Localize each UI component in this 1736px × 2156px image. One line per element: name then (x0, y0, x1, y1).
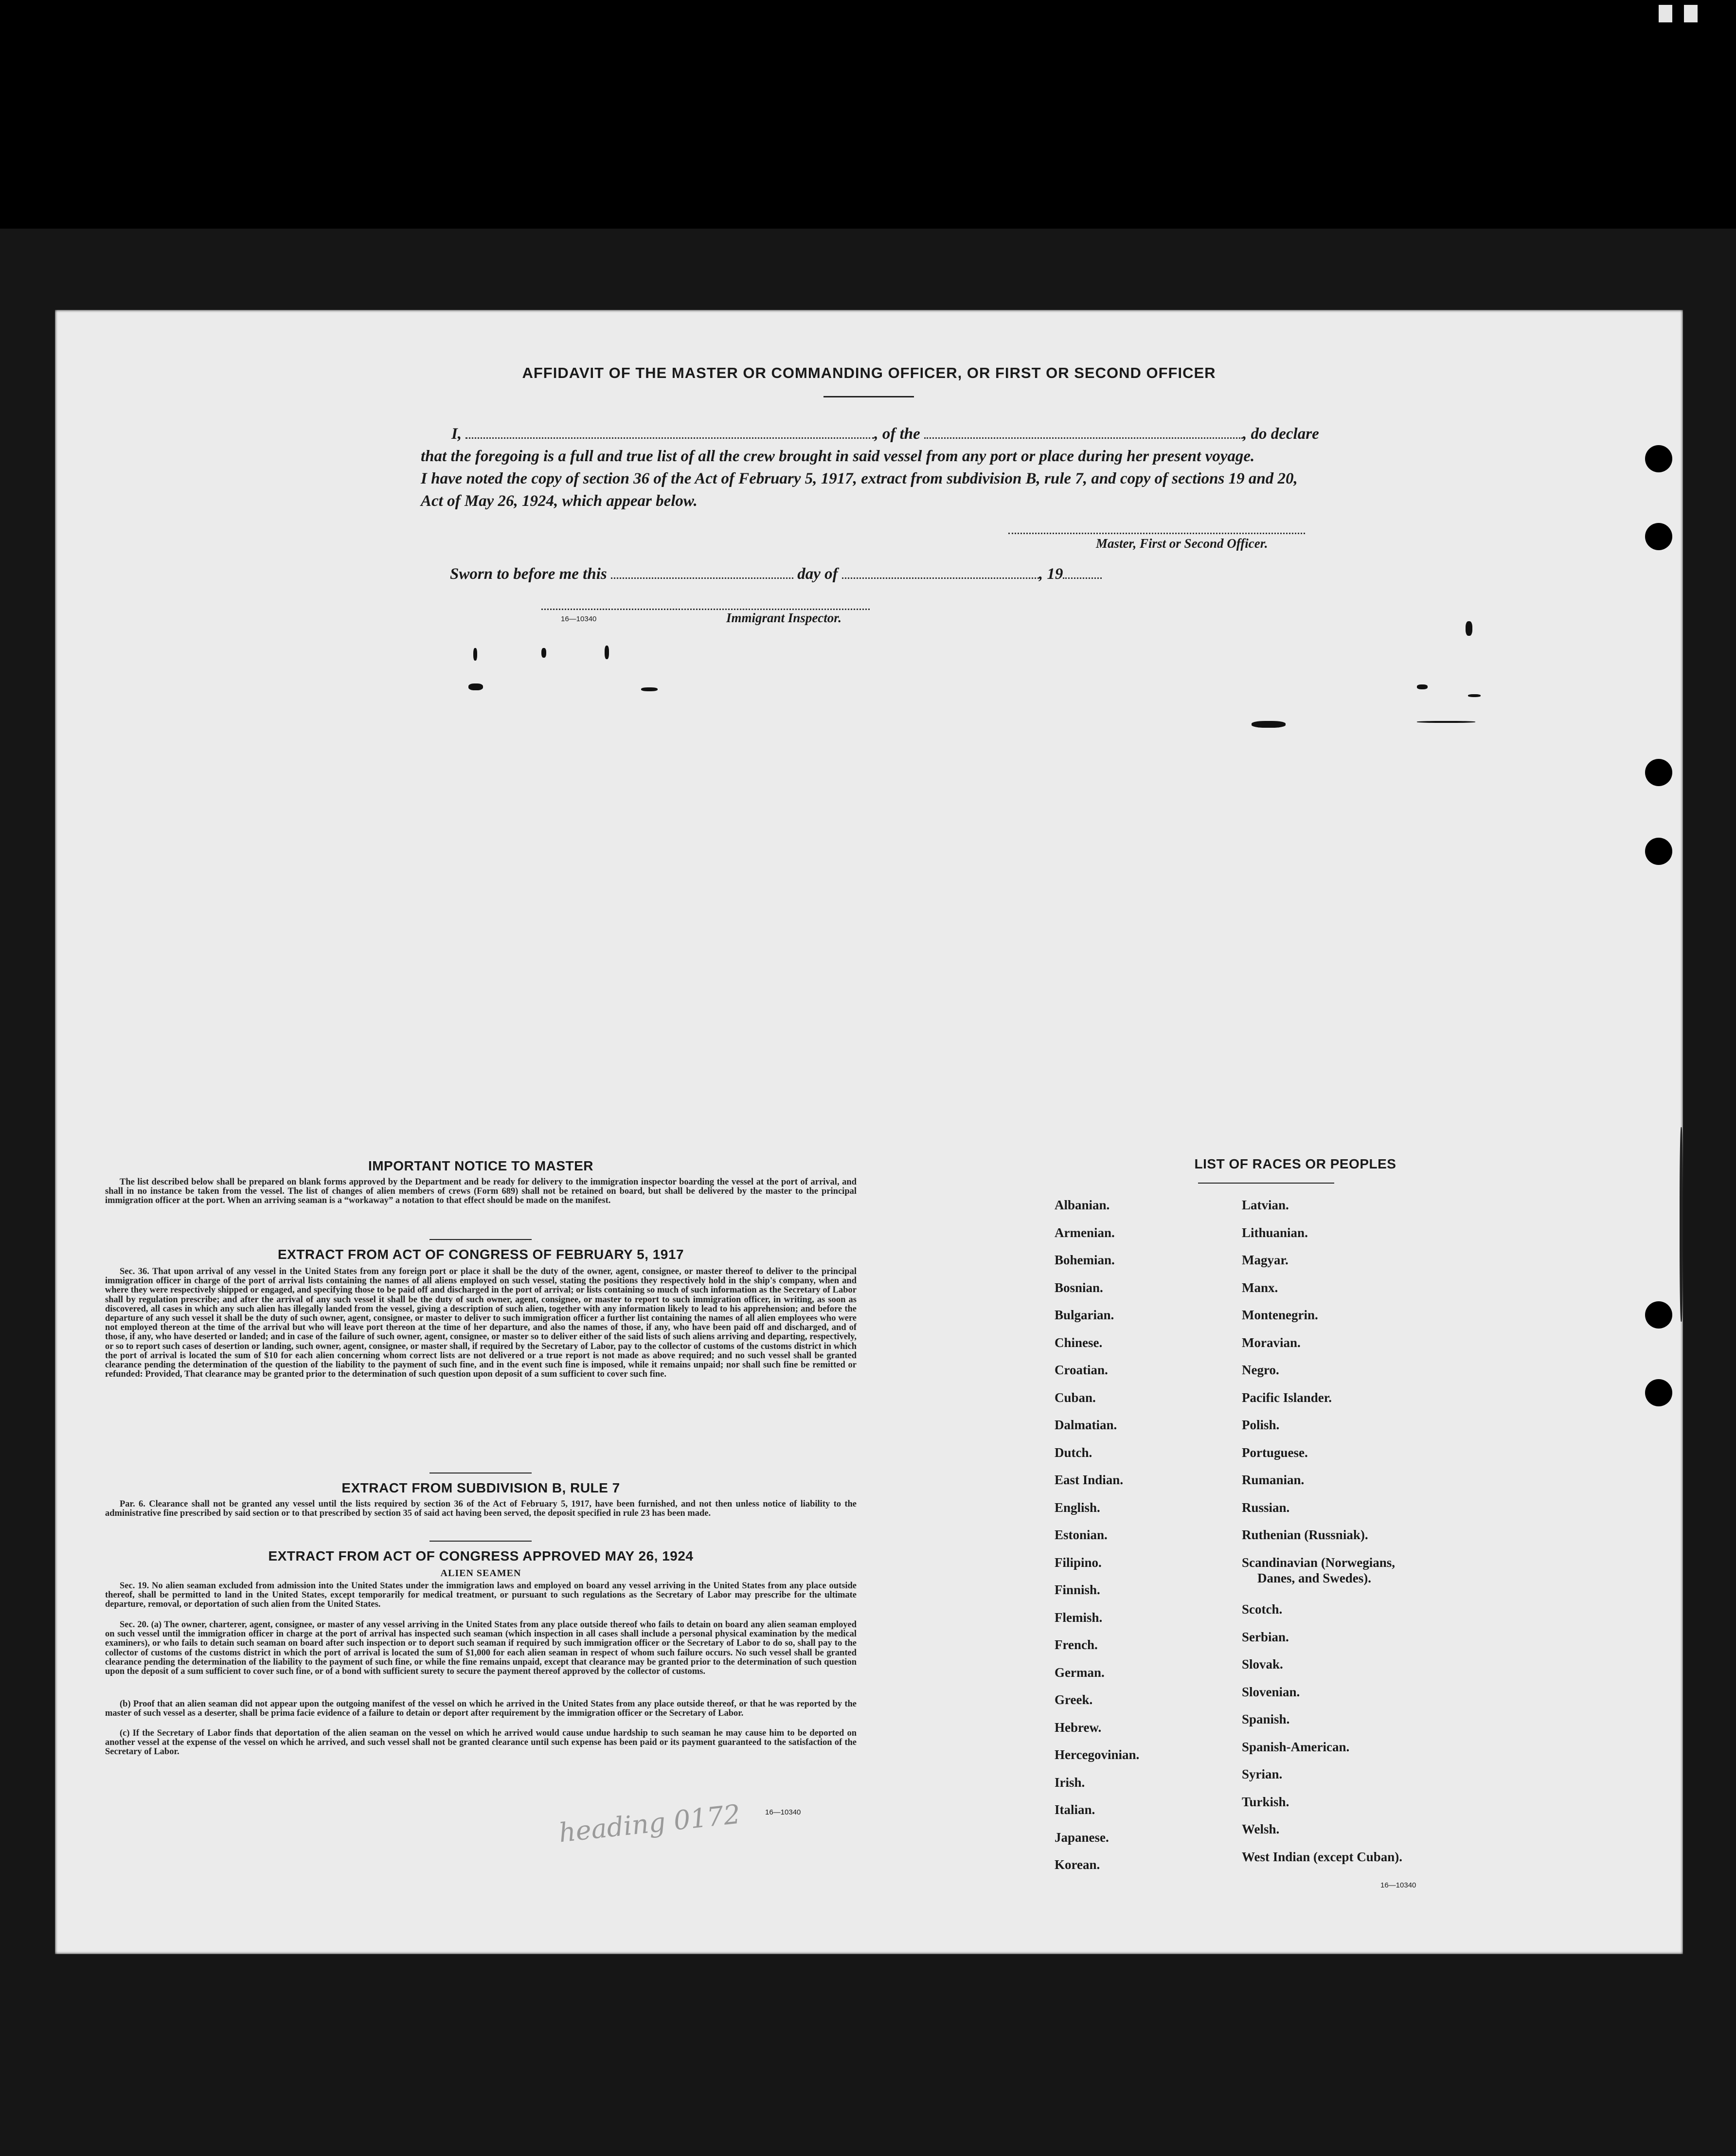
race-item: Slovenian. (1242, 1684, 1300, 1699)
page-edge-tear (1680, 1127, 1683, 1322)
affidavit-line-4: Act of May 26, 1924, which appear below. (421, 492, 698, 510)
name-blank (465, 425, 874, 439)
race-item: Welsh. (1242, 1822, 1280, 1836)
race-item: Turkish. (1242, 1794, 1289, 1809)
race-item: Danes, and Swedes). (1257, 1570, 1372, 1585)
sworn-line (450, 563, 1180, 585)
inspector-line (541, 609, 870, 610)
binding-hole (1645, 1379, 1672, 1406)
race-item: Latvian. (1242, 1198, 1289, 1212)
race-item: Ruthenian (Russniak). (1242, 1527, 1368, 1542)
year-blank (1063, 565, 1102, 579)
scan-speck (1466, 621, 1472, 636)
race-item: Hebrew. (1055, 1720, 1102, 1735)
race-item: Rumanian. (1242, 1473, 1305, 1487)
day-blank (611, 565, 793, 579)
race-item: Montenegrin. (1242, 1308, 1318, 1322)
race-item: Russian. (1242, 1500, 1290, 1515)
scan-speck (1417, 684, 1428, 689)
affidavit-line-3: I have noted the copy of section 36 of the Act of February 5, 1917, extract from subdivision B, rule 7, and copy of sections 19 and 20, (421, 470, 1298, 487)
viewer-control-2[interactable] (1684, 5, 1698, 22)
race-item: Chinese. (1055, 1335, 1103, 1350)
race-item: Flemish. (1055, 1610, 1103, 1625)
rule7-title: EXTRACT FROM SUBDIVISION B, RULE 7 (341, 1480, 620, 1495)
race-item: Greek. (1055, 1692, 1093, 1707)
day-of-label: day of (797, 565, 838, 583)
race-item: Portuguese. (1242, 1445, 1308, 1460)
sec20a-text: Sec. 20. (a) The owner, charterer, agent, consignee, or master of any vessel arriving in the United States from any place outside thereof who fails to detain on board any alien seaman employed on such vessel until the immigration officer in charge at the port of arrival has inspected such seaman (which inspection in all cases shall include a personal physical examination by the medical examiners), or who fails to detain such seaman on board after such inspection or to deport such seaman if required by such immigration officer or the Secretary of Labor to do so, shall pay to the collector of customs of the customs district in which the port of arrival is located the sum of $1,000 for each alien seaman in respect of whom such failure occurs. No such vessel shall be granted clearance pending the determination of the liability to the payment of such fine, or while the fine remains unpaid, except that clearance may be granted prior to the determination of such question upon the deposit of a sum sufficient to cover such fine, or of a bond with sufficient surety to secure the payment thereof approved by the collector of customs. (105, 1620, 857, 1677)
race-item: Pacific Islander. (1242, 1390, 1332, 1405)
scan-speck (473, 648, 477, 661)
notice-rule (430, 1239, 532, 1240)
affidavit-form-number: 16—10340 (561, 615, 597, 623)
race-item: German. (1055, 1665, 1105, 1680)
binding-hole (1645, 1301, 1672, 1329)
notice-text: The list described below shall be prepared on blank forms approved by the Department and be ready for delivery to the immigration inspector boarding the vessel at the port of arrival, and shall in no instance be taken from the vessel. The list of changes of alien members of crews (Form 689) shall not be retained on board, but shall be delivered by the master to the principal immigration officer at the port. When an arriving seaman is a “workaway” a notation to that effect should be made on the manifest. (105, 1177, 857, 1206)
race-item: English. (1055, 1500, 1100, 1515)
races-rule (1198, 1183, 1334, 1184)
race-item: Hercegovinian. (1055, 1747, 1140, 1762)
race-item: Dalmatian. (1055, 1418, 1117, 1432)
race-item: Moravian. (1242, 1335, 1301, 1350)
signature-caption: Master, First or Second Officer. (1096, 536, 1268, 551)
scan-speck (541, 648, 546, 658)
vessel-blank (924, 425, 1243, 439)
do-declare-label: , do declare (1243, 425, 1319, 443)
viewer-toolbar (0, 0, 1736, 229)
race-item: Finnish. (1055, 1582, 1100, 1597)
race-item: Bosnian. (1055, 1280, 1103, 1295)
sec20c-text: (c) If the Secretary of Labor finds that deportation of the alien seaman on the vessel on which he arrived would cause undue hardship to such seaman he may cause him to be deported on another vessel at the expense of the vessel on which he arrived, and such vessel shall not be granted clearance until such expense has been paid or its payment guaranteed to the satisfaction of the Secretary of Labor. (105, 1728, 857, 1757)
race-item: Serbian. (1242, 1629, 1289, 1644)
rule7-text: Par. 6. Clearance shall not be granted any vessel until the lists required by section 36 of the Act of February 5, 1917, have been furnished, and not then unless notice of liability to the administrative fine prescribed by said section or to that prescribed by section 35 of said act having been served, the deposit specified in rule 23 has been made. (105, 1499, 857, 1519)
scan-speck (605, 646, 609, 659)
month-blank (842, 565, 1039, 579)
of-the-label: , of the (874, 425, 920, 443)
race-item: Cuban. (1055, 1390, 1096, 1405)
race-item: West Indian (except Cuban). (1242, 1849, 1403, 1864)
races-title: LIST OF RACES OR PEOPLES (1194, 1156, 1396, 1171)
binding-hole (1645, 759, 1672, 786)
year-label: , 19 (1038, 565, 1063, 583)
sworn-label: Sworn to before me this (450, 565, 607, 583)
extract-1917-text: Sec. 36. That upon arrival of any vessel in the United States from any foreign port or place it shall be the duty of the owner, agent, consignee, or master thereof to deliver to the principal immigration officer in charge of the port of arrival lists containing the names of all aliens employed on such vessel, stating the positions they respectively hold in the ship's company, when and where they were respectively shipped or engaged, and specifying those to be paid off and discharged in the port of arrival; or lists containing so much of such information as the Secretary of Labor shall by regulation prescribe; and after the arrival of any such vessel it shall be the duty of such owner, agent, consignee, or master to report to such immigration officer, in writing, as soon as discovered, all cases in which any such alien has illegally landed from the vessel, giving a description of such alien, together with any information likely to lead to his apprehension; and before the departure of any such vessel it shall be the duty of such owner, agent, consignee, or master to deliver to such immigration officer a further list containing the names of all alien employees who were not employed thereon at the time of the arrival but who will leave port thereon at the time of her departure, and also the names of those, if any, who have been paid off and discharged, and of those, if any, who have deserted or landed; and in case of the failure of such owner, agent, consignee, or master so to deliver either of the said lists of such aliens arriving and departing, respectively, or so to report such cases of desertion or landing, such owner, agent, consignee, or master shall, if required by the Secretary of Labor, pay to the collector of customs of the customs district in which the port of arrival is located the sum of $10 for each alien concerning whom correct lists are not delivered or a true report is not made as above required; and no such vessel shall be granted clearance pending the determination of the question of the liability to the payment of such fine, and in the event such fine is imposed, while it remains unpaid; nor shall such fine be remitted or refunded: Provided, That clearance may be granted prior to the determination of such question upon deposit of a sum sufficient to cover such fine. (105, 1267, 857, 1380)
race-item: Filipino. (1055, 1555, 1102, 1570)
extract-1917-title: EXTRACT FROM ACT OF CONGRESS OF FEBRUARY 5, 1917 (277, 1247, 684, 1262)
race-item: Negro. (1242, 1363, 1279, 1377)
race-item: Syrian. (1242, 1767, 1283, 1781)
scan-speck (1468, 694, 1481, 697)
race-item: Korean. (1055, 1857, 1100, 1872)
extract-1924-title: EXTRACT FROM ACT OF CONGRESS APPROVED MAY 26, 1924 (268, 1548, 694, 1563)
race-item: Croatian. (1055, 1363, 1108, 1377)
scan-speck (1417, 721, 1475, 723)
extract-form-number: 16—10340 (765, 1808, 801, 1816)
binding-hole (1645, 445, 1672, 472)
notice-title: IMPORTANT NOTICE TO MASTER (368, 1158, 594, 1173)
race-item: Bulgarian. (1055, 1308, 1114, 1322)
binding-hole (1645, 838, 1672, 865)
race-item: Irish. (1055, 1775, 1085, 1790)
race-item: Scotch. (1242, 1602, 1283, 1617)
sec19-text: Sec. 19. No alien seaman excluded from admission into the United States under the immigration laws and employed on board any vessel arriving in the United States from any place outside thereof, shall be permitted to land in the United States, except temporarily for medical treatment, or pursuant to such regulations as the Secretary of Labor may prescribe for the ultimate departure, removal, or deportation of such alien from the United States. (105, 1581, 857, 1610)
race-item: Lithuanian. (1242, 1225, 1308, 1240)
rule7-rule (430, 1541, 532, 1542)
race-item: Estonian. (1055, 1527, 1108, 1542)
affidavit-title: AFFIDAVIT OF THE MASTER OR COMMANDING OFFICER, OR FIRST OR SECOND OFFICER (522, 364, 1216, 381)
i-label: I, (451, 425, 462, 443)
handwritten-annotation: heading 0172 (557, 1798, 742, 1849)
race-item: Magyar. (1242, 1253, 1289, 1267)
race-item: Scandinavian (Norwegians, (1242, 1555, 1396, 1570)
race-item: Polish. (1242, 1418, 1280, 1432)
scan-speck (1252, 721, 1286, 728)
race-item: Spanish-American. (1242, 1739, 1350, 1754)
races-form-number: 16—10340 (1380, 1881, 1416, 1889)
viewer-control-1[interactable] (1659, 5, 1672, 22)
race-item: Slovak. (1242, 1657, 1283, 1671)
race-item: Manx. (1242, 1280, 1278, 1295)
race-item: French. (1055, 1637, 1098, 1652)
affidavit-line-2: that the foregoing is a full and true list of all the crew brought in said vessel from any port or place during her present voyage. (421, 448, 1255, 465)
race-item: East Indian. (1055, 1473, 1124, 1487)
race-item: Dutch. (1055, 1445, 1092, 1460)
affidavit-line-1 (451, 423, 1385, 445)
inspector-caption: Immigrant Inspector. (726, 611, 842, 625)
race-item: Bohemian. (1055, 1253, 1115, 1267)
race-item: Armenian. (1055, 1225, 1115, 1240)
race-item: Italian. (1055, 1802, 1095, 1817)
sec20b-text: (b) Proof that an alien seaman did not appear upon the outgoing manifest of the vessel on which he arrived in the United States from any place outside thereof, or that he was reported by the master of such vessel as a deserter, shall be prima facie evidence of a failure to detain or deport after requirement by the immigration officer or the Secretary of Labor. (105, 1699, 857, 1719)
alien-seamen-subtitle: ALIEN SEAMEN (440, 1568, 521, 1579)
document-page (55, 310, 1683, 1954)
race-item: Spanish. (1242, 1712, 1290, 1726)
scan-speck (641, 687, 658, 691)
race-item: Albanian. (1055, 1198, 1110, 1212)
signature-line (1008, 533, 1305, 534)
race-item: Japanese. (1055, 1830, 1109, 1845)
scan-speck (468, 683, 483, 690)
binding-hole (1645, 523, 1672, 550)
title-rule (823, 396, 914, 397)
